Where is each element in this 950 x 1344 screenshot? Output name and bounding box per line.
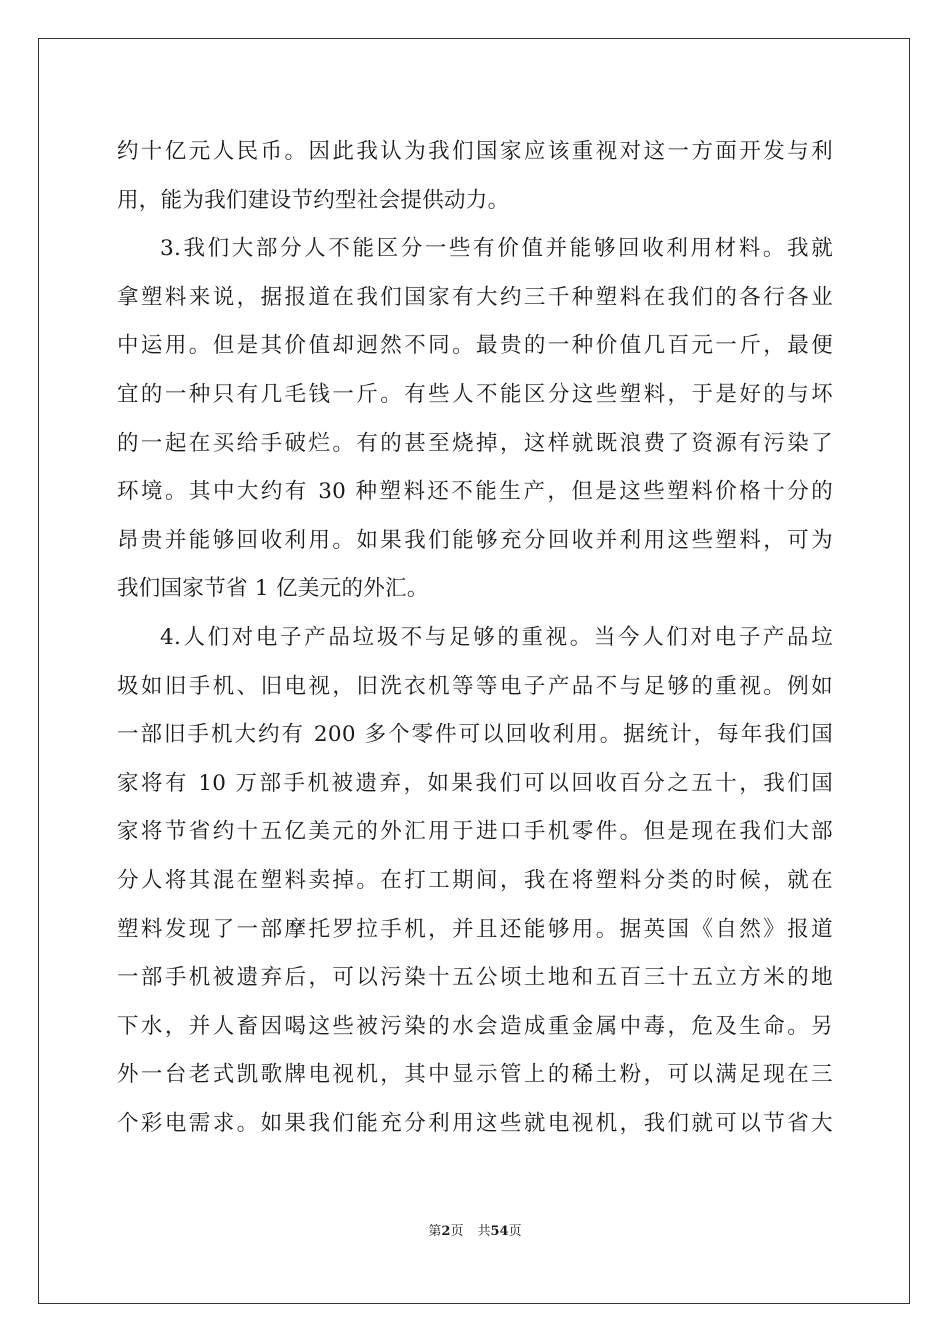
text-line: 一部旧手机大约有 200 多个零件可以回收利用。据统计，每年我们国	[117, 722, 833, 748]
footer-total-unit: 页	[508, 1224, 522, 1239]
current-page-number: 2	[441, 1224, 451, 1239]
text-line: 昂贵并能够回收利用。如果我们能够充分回收并利用这些塑料，可为	[117, 527, 833, 553]
text-line: 分人将其混在塑料卖掉。在打工期间，我在将塑料分类的时候，就在	[117, 867, 833, 893]
text-line: 3.我们大部分人不能区分一些有价值并能够回收利用材料。我就	[160, 236, 833, 262]
text-line: 约十亿元人民币。因此我认为我们国家应该重视对这一方面开发与利	[117, 139, 833, 164]
text-line: 一部手机被遗弃后，可以污染十五公顷土地和五百三十五立方米的地	[117, 965, 833, 991]
total-page-count: 54	[490, 1224, 509, 1239]
footer-prefix: 第	[428, 1224, 442, 1239]
text-line: 我们国家节省 1 亿美元的外汇。	[117, 576, 429, 602]
footer-page-unit: 页	[450, 1224, 464, 1239]
text-line: 家将有 10 万部手机被遗弃，如果我们可以回收百分之五十，我们国	[117, 770, 833, 796]
footer-total-prefix: 共	[477, 1224, 491, 1239]
text-line: 圾如旧手机、旧电视，旧洗衣机等等电子产品不与足够的重视。例如	[117, 673, 833, 699]
text-line: 用，能为我们建设节约型社会提供动力。	[117, 187, 510, 213]
text-line: 拿塑料来说，据报道在我们国家有大约三千种塑料在我们的各行各业	[117, 284, 833, 310]
text-line: 家将节省约十五亿美元的外汇用于进口手机零件。但是现在我们大部	[117, 819, 833, 845]
text-line: 中运用。但是其价值却迥然不同。最贵的一种价值几百元一斤，最便	[117, 333, 833, 359]
text-line: 的一起在买给手破烂。有的甚至烧掉，这样就既浪费了资源有污染了	[117, 430, 833, 456]
page-footer	[0, 1220, 950, 1239]
text-line: 下水，并人畜因喝这些被污染的水会造成重金属中毒，危及生命。另	[117, 1013, 833, 1039]
text-line: 外一台老式凯歌牌电视机，其中显示管上的稀土粉，可以满足现在三	[117, 1062, 833, 1088]
text-line: 环境。其中大约有 30 种塑料还不能生产，但是这些塑料价格十分的	[117, 479, 833, 505]
text-line: 塑料发现了一部摩托罗拉手机，并且还能够用。据英国《自然》报道	[117, 916, 833, 942]
text-line: 个彩电需求。如果我们能充分利用这些就电视机，我们就可以节省大	[117, 1110, 833, 1136]
text-line: 4.人们对电子产品垃圾不与足够的重视。当今人们对电子产品垃	[160, 624, 833, 650]
document-body	[117, 128, 833, 1148]
text-line: 宜的一种只有几毛钱一斤。有些人不能区分这些塑料，于是好的与坏	[117, 381, 833, 407]
